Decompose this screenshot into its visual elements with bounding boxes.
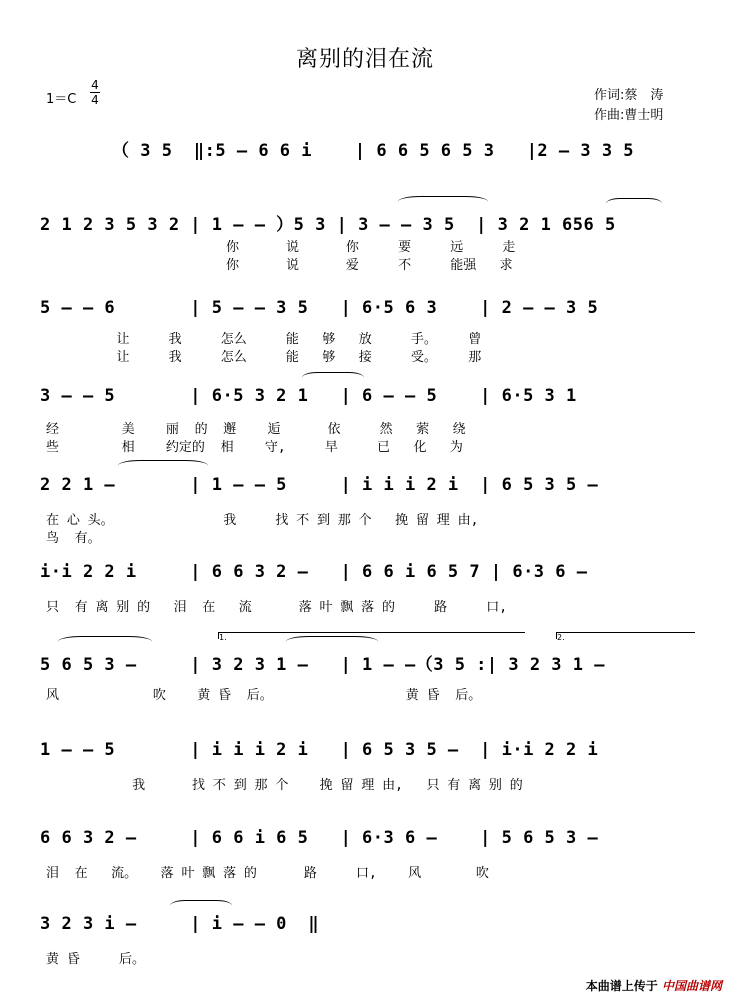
footer-prefix: 本曲谱上传于 bbox=[585, 979, 658, 993]
time-signature-top: 4 bbox=[91, 78, 99, 92]
first-ending-label: 1. bbox=[219, 633, 227, 642]
lyric-line: 经 美 丽 的 邂 逅 依 然 萦 绕 bbox=[46, 422, 466, 437]
time-signature-bottom: 4 bbox=[91, 93, 99, 107]
score-system bbox=[0, 650, 730, 710]
second-ending-label: 2. bbox=[557, 633, 565, 642]
lyric-line: 只 有 离 别 的 泪 在 流 落 叶 飘 落 的 路 口, bbox=[46, 600, 508, 615]
notes-line: 2 1 2 3 5 3 2 | 1 – – ）5 3 | 3 – – 3 5 | 3 2 1 656 5 bbox=[40, 215, 616, 235]
notes-line: 2 2 1 – | 1 – – 5 | i i i 2 i | 6 5 3 5 – bbox=[40, 475, 599, 495]
notes-line: 3 2 3 i – | i – – 0 ‖ bbox=[40, 914, 320, 934]
score-system bbox=[0, 386, 730, 466]
slur bbox=[170, 900, 232, 911]
notes-line: （ 3 5 ‖:5 – 6 6 i | 6 6 5 6 5 3 |2 – 3 3 5 bbox=[112, 141, 635, 161]
slur bbox=[118, 460, 208, 471]
time-signature bbox=[90, 78, 100, 107]
notes-line: 5 6 5 3 – | 3 2 3 1 – | 1 – –（3 5 :| 3 2 3 1 – bbox=[40, 655, 605, 675]
notes-line: 3 – – 5 | 6·5 3 2 1 | 6 – – 5 | 6·5 3 1 bbox=[40, 386, 577, 406]
lyric-line: 黄 昏 后。 bbox=[46, 952, 145, 967]
site-footer bbox=[586, 977, 722, 994]
score-system bbox=[0, 740, 730, 800]
lyricist-credit: 作词:蔡 涛 bbox=[594, 88, 664, 103]
notes-line: 5 – – 6 | 5 – – 3 5 | 6·5 6 3 | 2 – – 3 5 bbox=[40, 298, 599, 318]
composer-credit: 作曲:曹士明 bbox=[594, 108, 664, 123]
score-system bbox=[0, 562, 730, 622]
lyric-line: 鸟 有。 bbox=[46, 531, 101, 546]
slur bbox=[398, 196, 488, 207]
key-signature: 1＝C bbox=[46, 92, 77, 107]
score-system bbox=[0, 210, 730, 290]
notes-line: i·i 2 2 i | 6 6 3 2 – | 6 6 i 6 5 7 | 6·3 6 – bbox=[40, 562, 588, 582]
credits bbox=[594, 86, 663, 126]
slur bbox=[58, 636, 152, 647]
lyric-line: 在 心 头。 我 找 不 到 那 个 挽 留 理 由, bbox=[46, 513, 479, 528]
slur bbox=[286, 636, 378, 647]
lyric-line: 让 我 怎么 能 够 接 受。 那 bbox=[46, 350, 482, 365]
slur bbox=[606, 198, 662, 209]
page-title: 离别的泪在流 bbox=[295, 47, 434, 72]
lyric-line: 让 我 怎么 能 够 放 手。 曾 bbox=[46, 332, 482, 347]
lyric-line: 你 说 你 要 远 走 bbox=[46, 240, 516, 255]
lyric-line: 你 说 爱 不 能强 求 bbox=[46, 258, 513, 273]
score-system bbox=[0, 475, 730, 555]
second-ending-bracket bbox=[556, 632, 695, 642]
notes-line: 1 – – 5 | i i i 2 i | 6 5 3 5 – | i·i 2 2 i bbox=[40, 740, 599, 760]
slur bbox=[302, 372, 364, 383]
score-system bbox=[0, 298, 730, 378]
footer-site[interactable]: 中国曲谱网 bbox=[661, 979, 722, 993]
score-system bbox=[0, 914, 730, 974]
lyric-line: 风 吹 黄 昏 后。 黄 昏 后。 bbox=[46, 688, 482, 703]
score-system bbox=[0, 828, 730, 888]
lyric-line: 我 找 不 到 那 个 挽 留 理 由, 只 有 离 别 的 bbox=[46, 778, 523, 793]
score-system bbox=[0, 136, 730, 196]
lyric-line: 些 相 约定的 相 守, 早 已 化 为 bbox=[46, 440, 463, 455]
lyric-line: 泪 在 流。 落 叶 飘 落 的 路 口, 风 吹 bbox=[46, 866, 489, 881]
notes-line: 6 6 3 2 – | 6 6 i 6 5 | 6·3 6 – | 5 6 5 3 – bbox=[40, 828, 599, 848]
